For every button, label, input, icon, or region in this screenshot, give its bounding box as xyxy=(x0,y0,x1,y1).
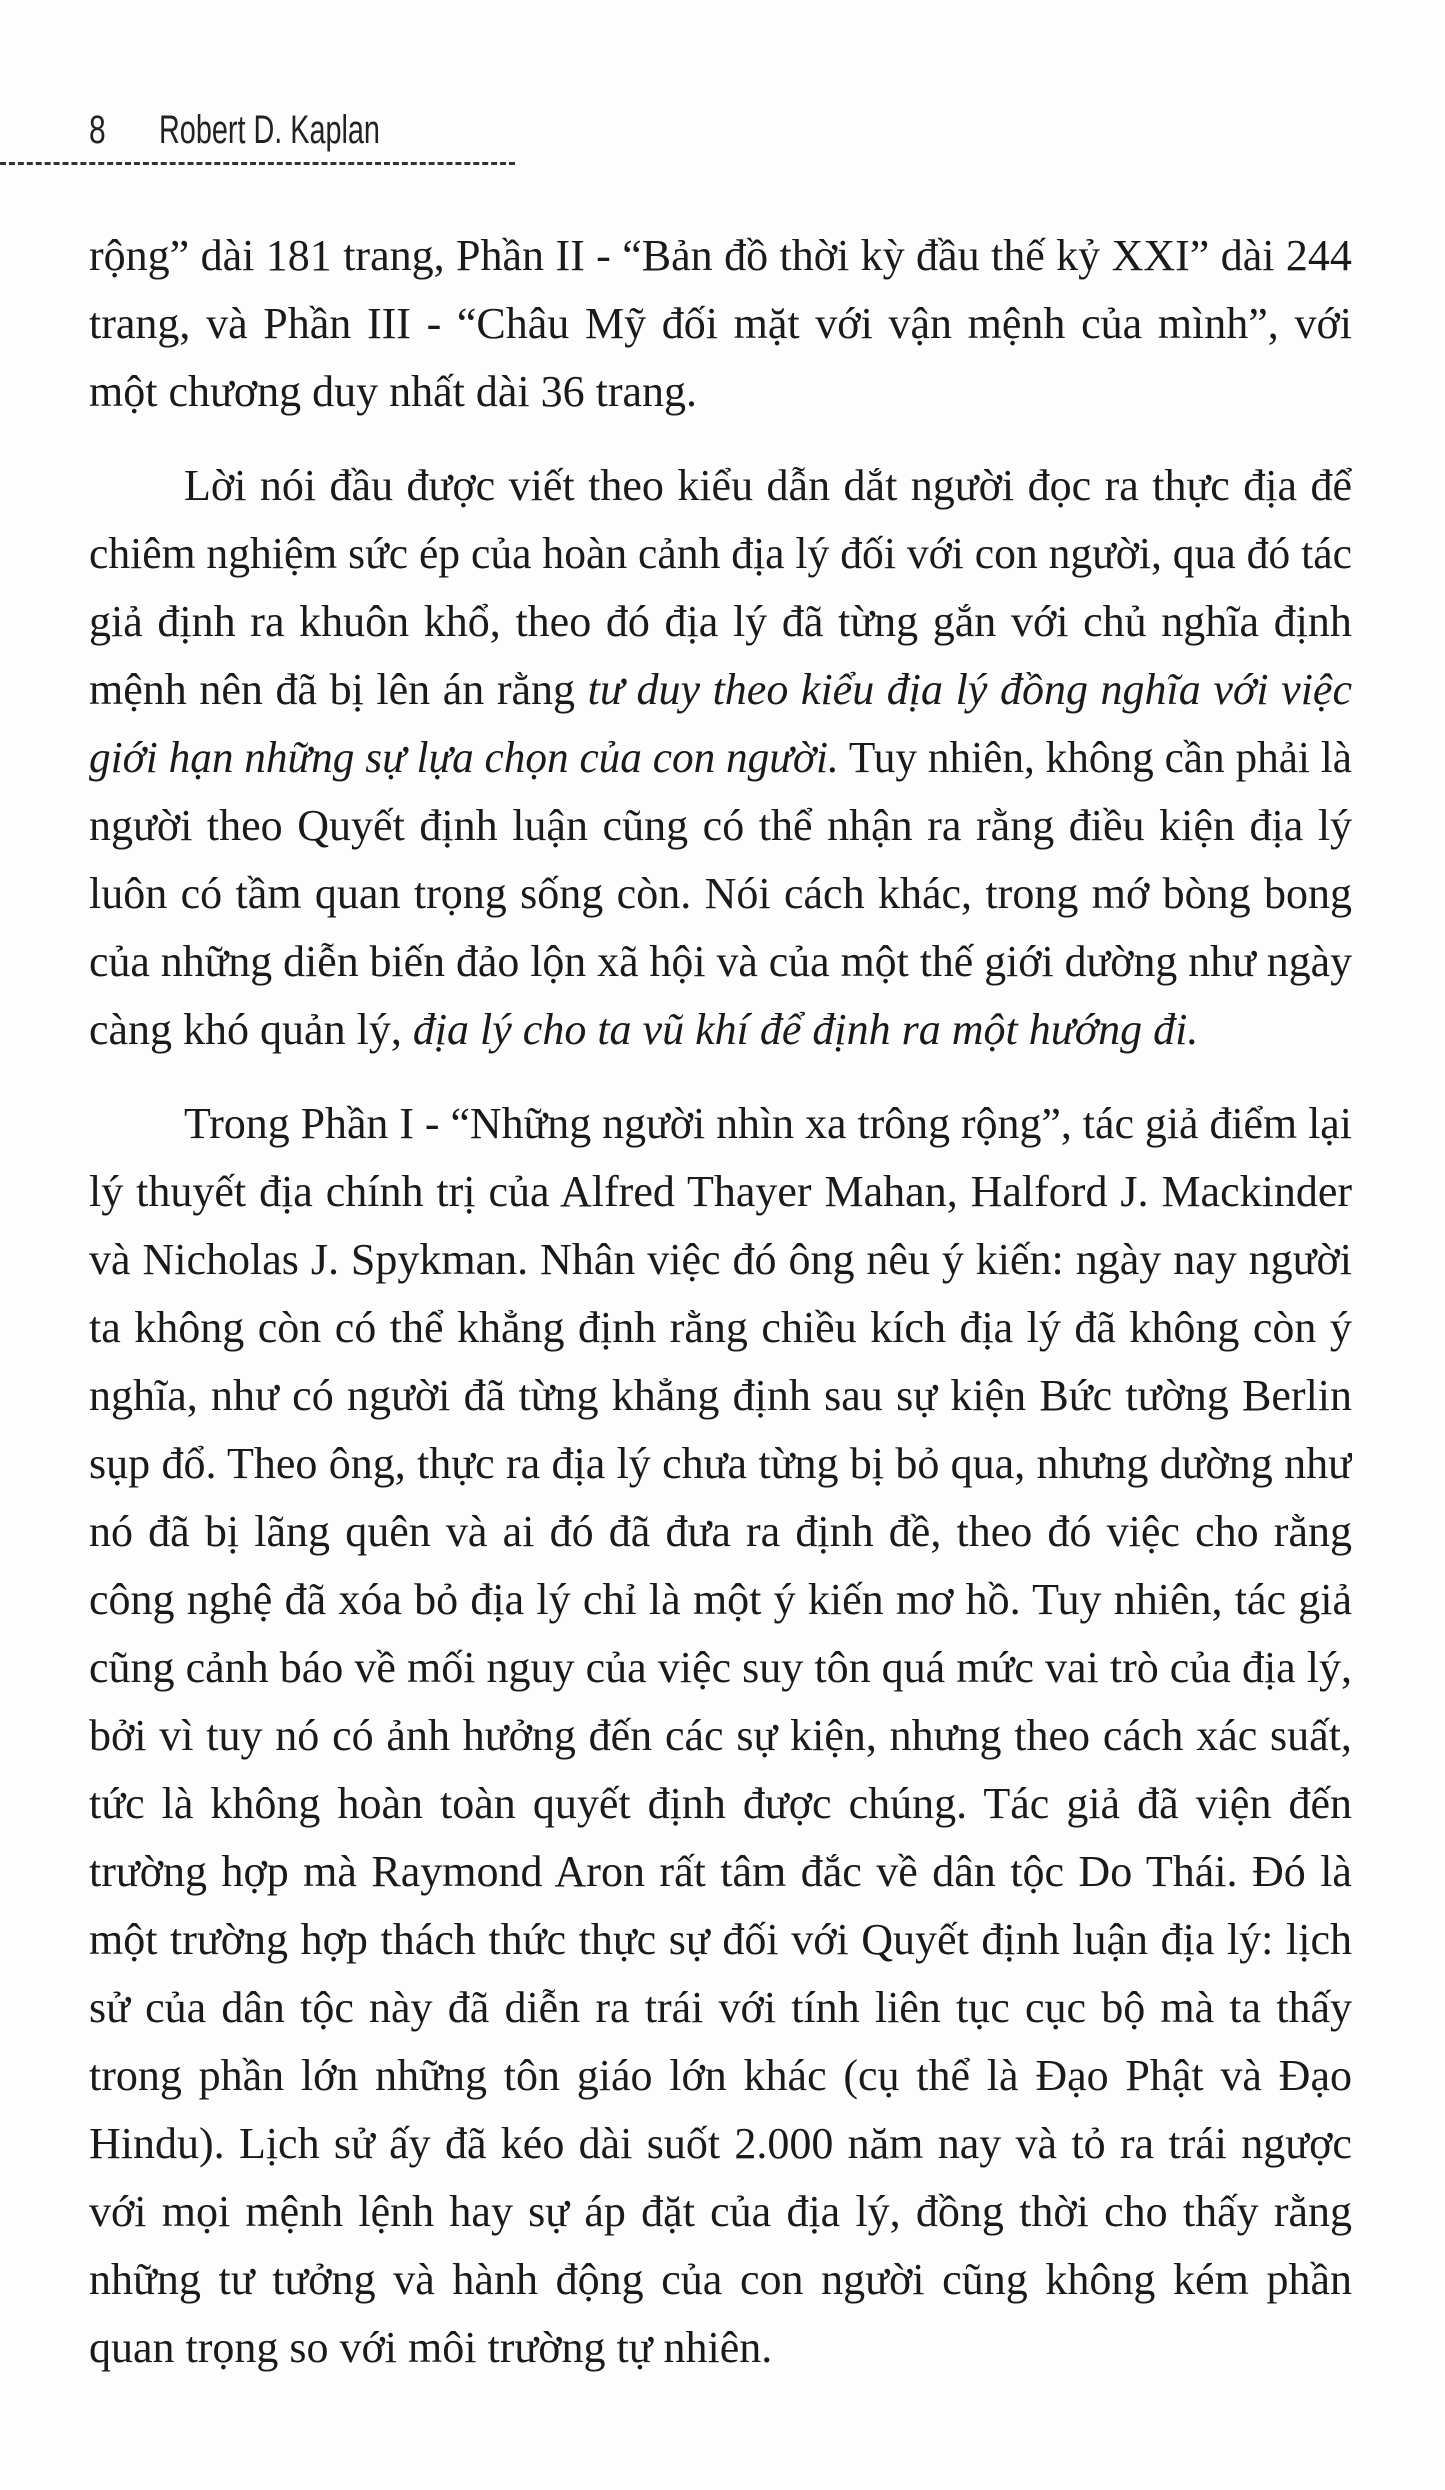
text-run: bởi vì tuy nó có ảnh hưởng đến các sự kiện, nhưng theo cách xác suất, xyxy=(89,1711,1352,1760)
text-line xyxy=(89,928,1352,996)
text-line xyxy=(89,1498,1352,1566)
text-line-content xyxy=(89,1158,1352,1226)
text-line xyxy=(89,860,1352,928)
text-line-content xyxy=(89,520,1352,588)
text-line-content xyxy=(89,1770,1352,1838)
text-line xyxy=(89,358,1352,426)
text-run: một trường hợp thách thức thực sự đối với Quyết định luận địa lý: lịch xyxy=(89,1915,1352,1964)
text-run: quan trọng so với môi trường tự nhiên. xyxy=(89,2323,773,2372)
text-line-content xyxy=(89,290,1352,358)
text-line xyxy=(89,1362,1352,1430)
text-run: rộng” dài 181 trang, Phần II - “Bản đồ thời kỳ đầu thế kỷ XXI” dài 244 xyxy=(89,231,1352,280)
text-run: người theo Quyết định luận cũng có thể nhận ra rằng điều kiện địa lý xyxy=(89,801,1352,850)
text-run: một chương duy nhất dài 36 trang. xyxy=(89,367,698,416)
text-line xyxy=(89,452,1352,520)
text-line-content xyxy=(89,1498,1352,1566)
text-line xyxy=(89,1294,1352,1362)
text-line-content xyxy=(89,1906,1352,1974)
text-line-content xyxy=(89,1362,1352,1430)
text-line-content xyxy=(89,928,1352,996)
text-run: của những diễn biến đảo lộn xã hội và của một thế giới dường như ngày xyxy=(89,937,1352,986)
text-line xyxy=(89,1158,1352,1226)
paragraph xyxy=(89,1090,1352,2382)
text-line-content xyxy=(89,2314,772,2382)
text-run: nghĩa, như có người đã từng khẳng định sau sự kiện Bức tường Berlin xyxy=(89,1371,1352,1420)
text-line xyxy=(89,996,1352,1064)
text-line xyxy=(89,1634,1352,1702)
italic-text: tư duy theo kiểu địa lý đồng nghĩa với việc xyxy=(587,665,1352,714)
text-line-content xyxy=(89,1702,1352,1770)
text-line-content xyxy=(184,452,1352,520)
text-line-content xyxy=(89,1226,1352,1294)
text-line-content xyxy=(89,1566,1352,1634)
text-line-content xyxy=(89,724,1352,792)
text-line-content xyxy=(89,860,1352,928)
text-line xyxy=(89,2178,1352,2246)
text-line xyxy=(89,2042,1352,2110)
text-run: cũng cảnh báo về mối nguy của việc suy tôn quá mức vai trò của địa lý, xyxy=(89,1643,1352,1692)
text-line-content xyxy=(89,1974,1352,2042)
running-header xyxy=(89,100,466,160)
text-run: giả định ra khuôn khổ, theo đó địa lý đã từng gắn với chủ nghĩa định xyxy=(89,597,1352,646)
text-run: với mọi mệnh lệnh hay sự áp đặt của địa lý, đồng thời cho thấy rằng xyxy=(89,2187,1352,2236)
text-line xyxy=(89,588,1352,656)
page-number: 8 xyxy=(89,107,106,152)
paragraph xyxy=(89,222,1352,426)
text-run: sụp đổ. Theo ông, thực ra địa lý chưa từng bị bỏ qua, nhưng dường như xyxy=(89,1439,1352,1488)
text-line xyxy=(89,290,1352,358)
text-line xyxy=(89,1770,1352,1838)
text-run: Lời nói đầu được viết theo kiểu dẫn dắt người đọc ra thực địa để xyxy=(184,461,1352,510)
text-line xyxy=(89,1430,1352,1498)
text-line xyxy=(89,1226,1352,1294)
text-line-content xyxy=(89,2042,1352,2110)
text-run: những tư tưởng và hành động của con người cũng không kém phần xyxy=(89,2255,1352,2304)
text-run: luôn có tầm quan trọng sống còn. Nói cách khác, trong mớ bòng bong xyxy=(89,869,1352,918)
text-line xyxy=(89,1702,1352,1770)
text-line xyxy=(89,2246,1352,2314)
text-run: công nghệ đã xóa bỏ địa lý chỉ là một ý kiến mơ hồ. Tuy nhiên, tác giả xyxy=(89,1575,1352,1624)
text-run: trường hợp mà Raymond Aron rất tâm đắc về dân tộc Do Thái. Đó là xyxy=(89,1847,1352,1896)
text-run: mệnh nên đã bị lên án rằng xyxy=(89,665,588,714)
text-line-content xyxy=(89,1634,1352,1702)
text-run: trong phần lớn những tôn giáo lớn khác (cụ thể là Đạo Phật và Đạo xyxy=(89,2051,1352,2100)
text-line xyxy=(89,222,1352,290)
text-run: lý thuyết địa chính trị của Alfred Thayer Mahan, Halford J. Mackinder xyxy=(89,1167,1352,1216)
italic-text: địa lý cho ta vũ khí để định ra một hướng đi. xyxy=(412,1005,1199,1054)
text-line-content xyxy=(89,588,1352,656)
text-line-content xyxy=(89,792,1352,860)
text-run: sử của dân tộc này đã diễn ra trái với tính liên tục cục bộ mà ta thấy xyxy=(89,1983,1352,2032)
running-header-author: Robert D. Kaplan xyxy=(159,107,380,152)
text-line-content xyxy=(89,1294,1352,1362)
text-run: nó đã bị lãng quên và ai đó đã đưa ra định đề, theo đó việc cho rằng xyxy=(89,1507,1352,1556)
text-line-content xyxy=(89,358,697,426)
text-line-content xyxy=(89,2178,1352,2246)
header-divider xyxy=(0,162,515,165)
text-line xyxy=(89,656,1352,724)
text-line-content xyxy=(184,1090,1352,1158)
italic-text: giới hạn những sự lựa chọn của con người. xyxy=(89,733,839,782)
text-run: Trong Phần I - “Những người nhìn xa trông rộng”, tác giả điểm lại xyxy=(184,1099,1352,1148)
text-run: tức là không hoàn toàn quyết định được chúng. Tác giả đã viện đến xyxy=(89,1779,1352,1828)
text-line-content xyxy=(89,1838,1352,1906)
text-line-content xyxy=(89,2246,1352,2314)
text-line xyxy=(89,2314,1352,2382)
text-line xyxy=(89,1838,1352,1906)
text-run: Tuy nhiên, không cần phải là xyxy=(838,733,1352,782)
text-line-content xyxy=(89,1430,1352,1498)
text-line-content xyxy=(89,2110,1352,2178)
text-run: chiêm nghiệm sức ép của hoàn cảnh địa lý đối với con người, qua đó tác xyxy=(89,529,1352,578)
text-run: ta không còn có thể khẳng định rằng chiều kích địa lý đã không còn ý xyxy=(89,1303,1352,1352)
text-line-content xyxy=(89,996,1198,1064)
text-run: và Nicholas J. Spykman. Nhân việc đó ông nêu ý kiến: ngày nay người xyxy=(89,1235,1352,1284)
text-run: càng khó quản lý, xyxy=(89,1005,413,1054)
text-line-content xyxy=(89,222,1352,290)
text-run: trang, và Phần III - “Châu Mỹ đối mặt với vận mệnh của mình”, với xyxy=(89,299,1352,348)
text-line xyxy=(89,724,1352,792)
text-run: Hindu). Lịch sử ấy đã kéo dài suốt 2.000 năm nay và tỏ ra trái ngược xyxy=(89,2119,1352,2168)
text-line xyxy=(89,2110,1352,2178)
text-line xyxy=(89,1906,1352,1974)
text-line xyxy=(89,1566,1352,1634)
text-line-content xyxy=(89,656,1352,724)
body-text xyxy=(89,222,1352,2408)
paragraph xyxy=(89,452,1352,1064)
text-line xyxy=(89,1974,1352,2042)
text-line xyxy=(89,520,1352,588)
text-line xyxy=(89,1090,1352,1158)
text-line xyxy=(89,792,1352,860)
